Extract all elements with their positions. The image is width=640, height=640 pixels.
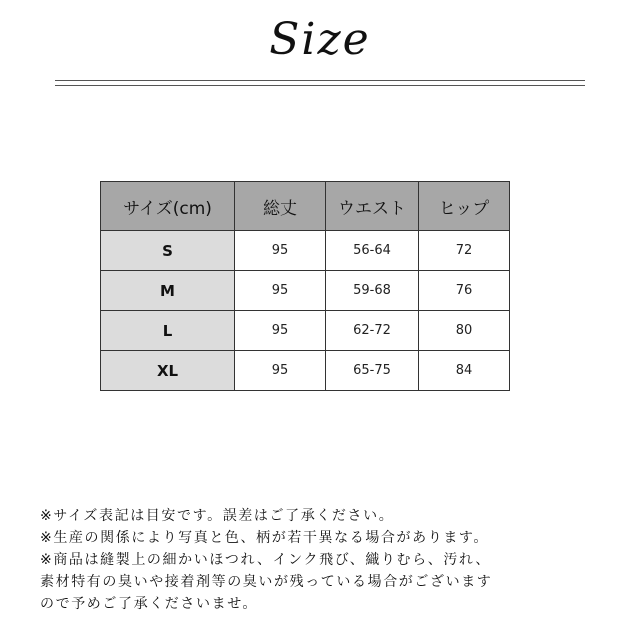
header-waist: ウエスト <box>326 182 419 231</box>
cell-waist: 56-64 <box>326 231 419 271</box>
table-header-row <box>101 182 510 231</box>
row-size-label: M <box>101 271 235 311</box>
note-line: ※生産の関係により写真と色、柄が若干異なる場合があります。 <box>40 530 490 546</box>
title-divider-top <box>55 80 585 81</box>
cell-length: 95 <box>235 311 326 351</box>
note-line: ※商品は縫製上の細かいほつれ、インク飛び、織りむら、汚れ、 <box>40 552 491 568</box>
header-size: サイズ(cm) <box>101 182 235 231</box>
table-row <box>101 271 510 311</box>
header-length: 総丈 <box>235 182 326 231</box>
cell-hip: 76 <box>419 271 510 311</box>
table-row <box>101 351 510 391</box>
cell-hip: 80 <box>419 311 510 351</box>
page-title: Size <box>269 14 371 65</box>
cell-length: 95 <box>235 351 326 391</box>
notes-block <box>40 505 620 615</box>
note-line: ので予めご了承くださいませ。 <box>40 596 258 612</box>
cell-length: 95 <box>235 231 326 271</box>
cell-waist: 59-68 <box>326 271 419 311</box>
cell-waist: 62-72 <box>326 311 419 351</box>
cell-hip: 72 <box>419 231 510 271</box>
size-table <box>100 181 510 391</box>
note-line: ※サイズ表記は目安です。誤差はご了承ください。 <box>40 508 395 524</box>
title-divider-bottom <box>55 85 585 86</box>
table-row <box>101 311 510 351</box>
cell-hip: 84 <box>419 351 510 391</box>
row-size-label: XL <box>101 351 235 391</box>
cell-waist: 65-75 <box>326 351 419 391</box>
header-hip: ヒップ <box>419 182 510 231</box>
row-size-label: S <box>101 231 235 271</box>
cell-length: 95 <box>235 271 326 311</box>
row-size-label: L <box>101 311 235 351</box>
table-row <box>101 231 510 271</box>
note-line: 素材特有の臭いや接着剤等の臭いが残っている場合がございます <box>40 574 493 590</box>
